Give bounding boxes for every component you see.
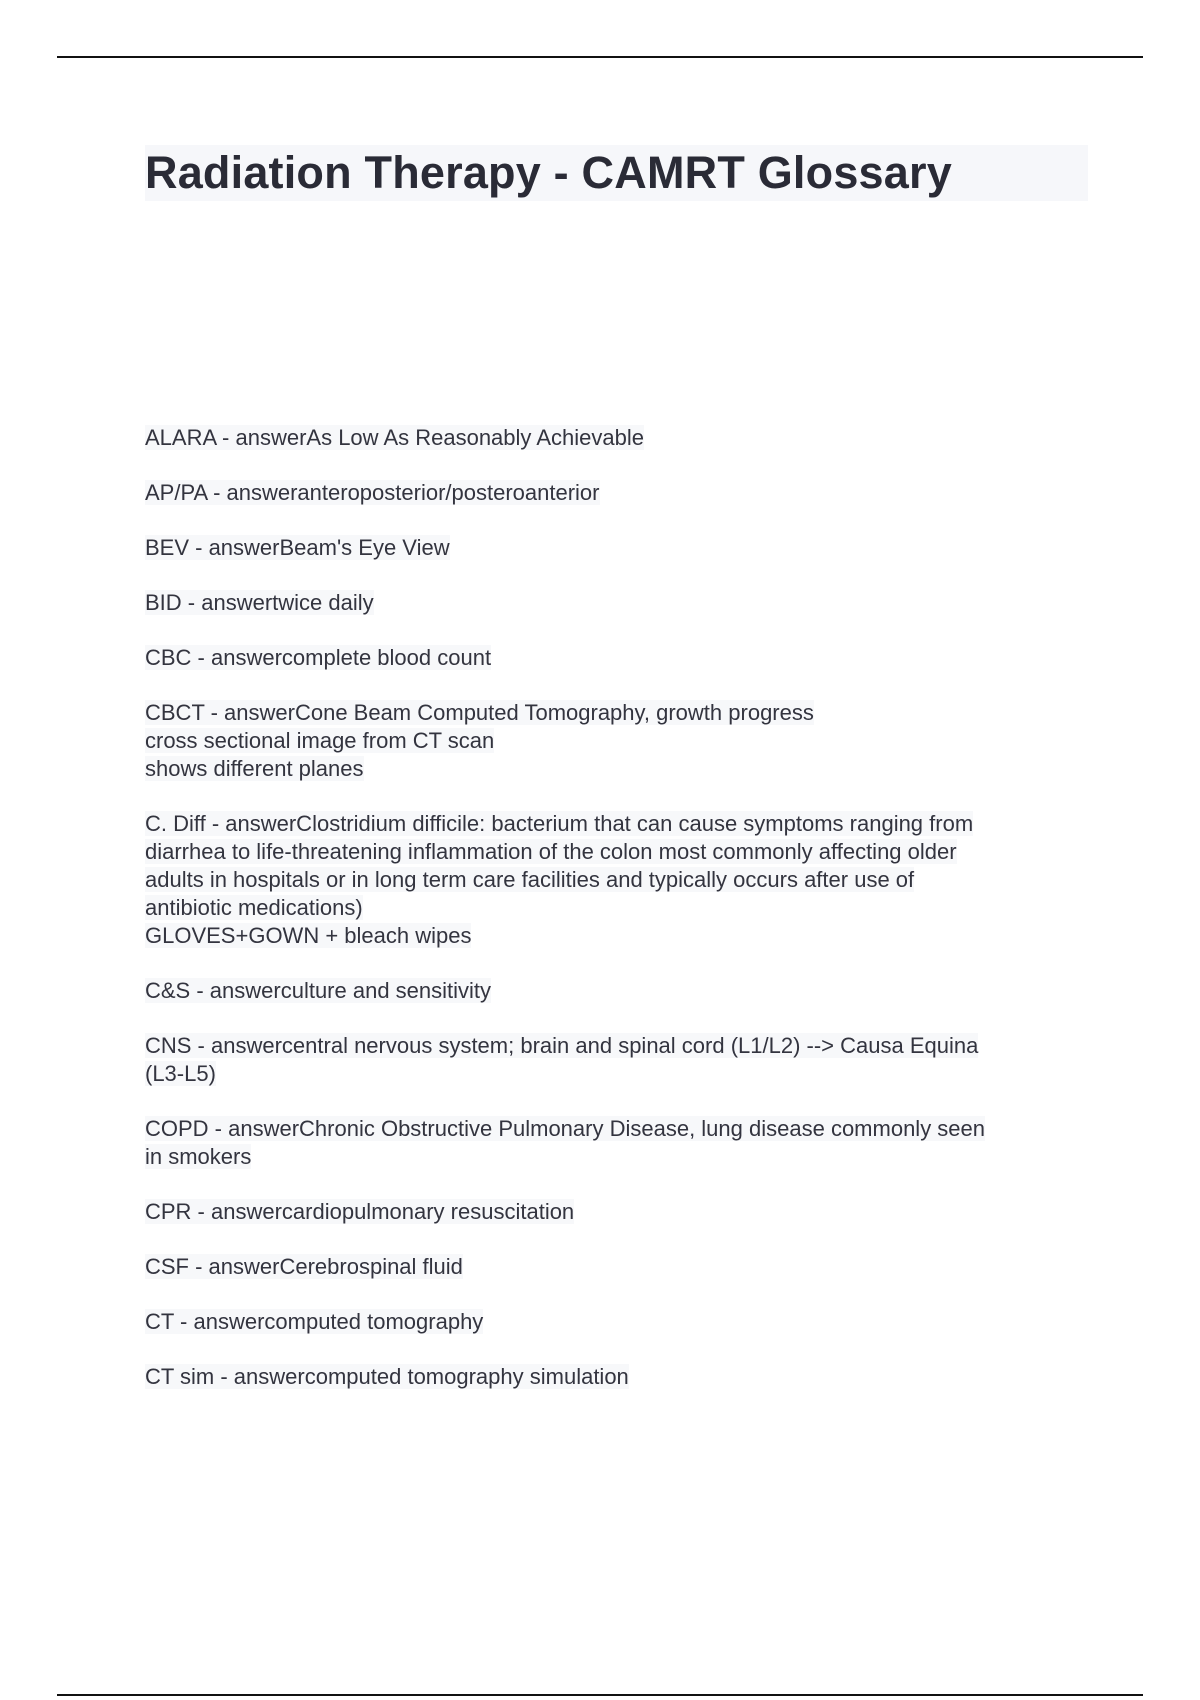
glossary-entry-line <box>145 1363 1090 1391</box>
glossary-entry-line <box>145 1198 1090 1226</box>
glossary-entry <box>145 479 1090 507</box>
glossary-entry <box>145 1308 1090 1336</box>
top-rule <box>57 56 1143 58</box>
glossary-entry-text: BID - answertwice daily <box>145 590 374 615</box>
glossary-entry-text: COPD - answerChronic Obstructive Pulmonary Disease, lung disease commonly seen <box>145 1116 986 1141</box>
glossary-entry-text: C. Diff - answerClostridium difficile: bacterium that can cause symptoms ranging from <box>145 811 974 836</box>
bottom-rule <box>57 1694 1143 1696</box>
glossary-entry-text: antibiotic medications) <box>145 895 363 920</box>
glossary-entry-text: CBCT - answerCone Beam Computed Tomography, growth progress <box>145 700 814 725</box>
glossary-entry-text: CPR - answercardiopulmonary resuscitation <box>145 1199 575 1224</box>
glossary-entry-line <box>145 755 1090 783</box>
glossary-entry <box>145 810 1090 950</box>
glossary-entry-line <box>145 727 1090 755</box>
glossary-entry-line <box>145 977 1090 1005</box>
glossary-entry-text: ALARA - answerAs Low As Reasonably Achievable <box>145 425 644 450</box>
glossary-entry-line <box>145 922 1090 950</box>
glossary-entry-line <box>145 1115 1090 1143</box>
glossary-entry-text: cross sectional image from CT scan <box>145 728 495 753</box>
glossary-entry-line <box>145 589 1090 617</box>
title-block <box>145 145 1088 201</box>
glossary-entry-line <box>145 894 1090 922</box>
glossary-list <box>145 424 1090 1418</box>
glossary-entry-line <box>145 1308 1090 1336</box>
glossary-entry-text: adults in hospitals or in long term care facilities and typically occurs after use of <box>145 867 915 892</box>
glossary-entry <box>145 1253 1090 1281</box>
glossary-entry-line <box>145 1032 1090 1060</box>
glossary-entry-text: CBC - answercomplete blood count <box>145 645 492 670</box>
glossary-entry-text: AP/PA - answeranteroposterior/posteroanterior <box>145 480 600 505</box>
glossary-entry <box>145 1115 1090 1171</box>
glossary-entry <box>145 534 1090 562</box>
glossary-entry-text: shows different planes <box>145 756 364 781</box>
glossary-entry-text: CT - answercomputed tomography <box>145 1309 484 1334</box>
page-title: Radiation Therapy - CAMRT Glossary <box>145 147 952 198</box>
glossary-entry-line <box>145 479 1090 507</box>
glossary-entry-text: diarrhea to life-threatening inflammation of the colon most commonly affecting older <box>145 839 957 864</box>
glossary-entry-line <box>145 534 1090 562</box>
glossary-entry <box>145 1363 1090 1391</box>
glossary-entry <box>145 644 1090 672</box>
glossary-entry-text: (L3-L5) <box>145 1061 216 1086</box>
glossary-entry-line <box>145 1143 1090 1171</box>
glossary-entry-line <box>145 1060 1090 1088</box>
glossary-entry-line <box>145 699 1090 727</box>
glossary-entry-line <box>145 644 1090 672</box>
glossary-entry-line <box>145 838 1090 866</box>
glossary-entry-text: in smokers <box>145 1144 252 1169</box>
glossary-entry-text: CT sim - answercomputed tomography simulation <box>145 1364 629 1389</box>
glossary-entry <box>145 424 1090 452</box>
glossary-entry-line <box>145 810 1090 838</box>
glossary-entry-text: CSF - answerCerebrospinal fluid <box>145 1254 463 1279</box>
glossary-entry-line <box>145 866 1090 894</box>
glossary-entry <box>145 589 1090 617</box>
glossary-entry-text: GLOVES+GOWN + bleach wipes <box>145 923 472 948</box>
glossary-entry <box>145 977 1090 1005</box>
glossary-entry <box>145 699 1090 783</box>
glossary-entry-line <box>145 1253 1090 1281</box>
glossary-entry-text: C&S - answerculture and sensitivity <box>145 978 492 1003</box>
glossary-entry <box>145 1198 1090 1226</box>
glossary-entry-text: BEV - answerBeam's Eye View <box>145 535 450 560</box>
glossary-entry-text: CNS - answercentral nervous system; brain and spinal cord (L1/L2) --> Causa Equina <box>145 1033 979 1058</box>
glossary-entry-line <box>145 424 1090 452</box>
glossary-entry <box>145 1032 1090 1088</box>
